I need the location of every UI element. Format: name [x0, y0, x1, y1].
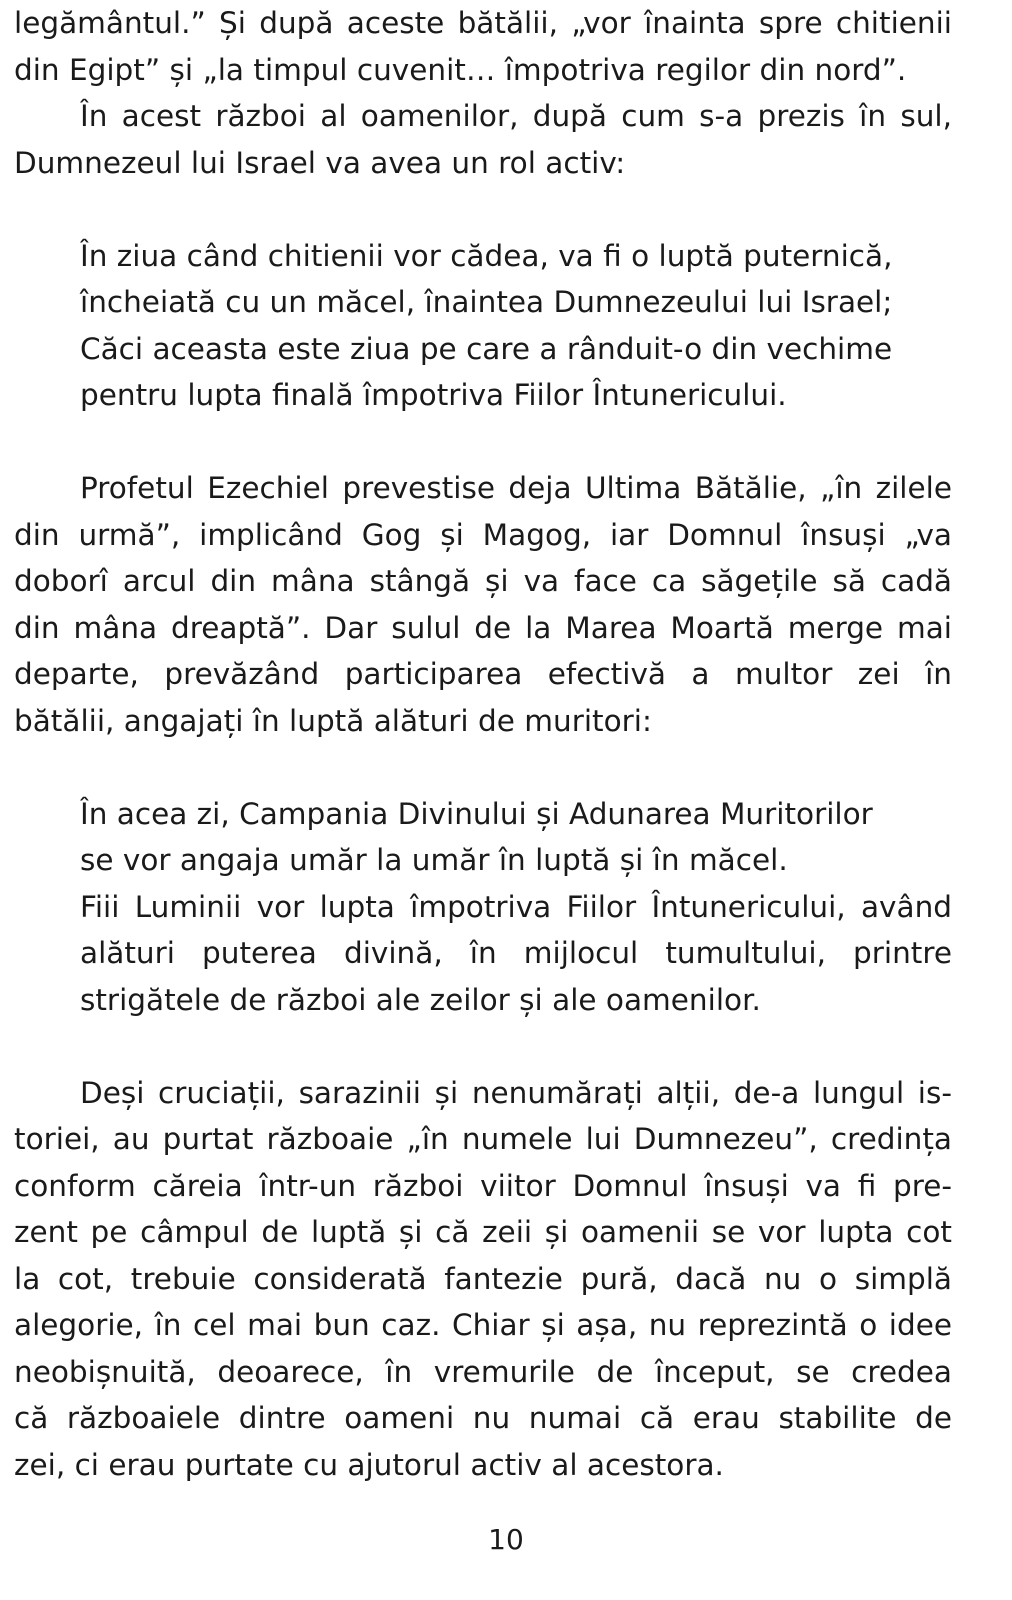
spacer	[14, 186, 952, 233]
text-line: că războaiele dintre oameni nu numai că erau stabilite de	[14, 1401, 952, 1435]
quote-line: încheiată cu un măcel, înaintea Dumnezeului lui Israel;	[80, 285, 893, 319]
book-page	[14, 0, 952, 1488]
block-quote	[14, 791, 952, 1024]
paragraph-continuation	[14, 0, 952, 93]
text-line: bătălii, angajați în luptă alături de muritori:	[14, 703, 652, 738]
text-line: Deși cruciații, sarazinii și nenumărați alții, de-a lungul is-	[80, 1075, 952, 1110]
text-line: departe, prevăzând participarea efectivă a multor zei în	[14, 657, 952, 691]
spacer	[14, 419, 952, 466]
spacer	[14, 744, 952, 791]
paragraph	[14, 1070, 952, 1489]
quote-line: alături puterea divină, în mijlocul tumultului, printre	[80, 936, 952, 970]
text-line: la cot, trebuie considerată fantezie pură, dacă nu o simplă	[14, 1261, 952, 1296]
text-line: din urmă”, implicând Gog și Magog, iar Domnul însuși „va	[14, 517, 952, 552]
spacer	[14, 1023, 952, 1070]
text-line: Dumnezeul lui Israel va avea un rol activ:	[14, 145, 626, 180]
quote-line: strigătele de război ale zeilor și ale oamenilor.	[80, 982, 761, 1017]
quote-line: În ziua când chitienii vor cădea, va fi o luptă puternică,	[80, 238, 893, 273]
page-number: 10	[488, 1523, 524, 1556]
text-line: din mâna dreaptă”. Dar sulul de la Marea Moartă merge mai	[14, 610, 952, 645]
text-line: neobișnuită, deoarece, în vremurile de început, se credea	[14, 1354, 952, 1389]
text-line: alegorie, în cel mai bun caz. Chiar și așa, nu reprezintă o idee	[14, 1308, 952, 1342]
quote-line: În acea zi, Campania Divinului și Adunarea Muritorilor	[80, 796, 873, 831]
block-quote	[14, 233, 952, 419]
quote-line: Căci aceasta este ziua pe care a rânduit-o din vechime	[80, 331, 893, 366]
paragraph	[14, 93, 952, 186]
text-line: zent pe câmpul de luptă și că zeii și oamenii se vor lupta cot	[14, 1215, 952, 1249]
text-line: doborî arcul din mâna stângă și va face ca săgețile să cadă	[14, 564, 952, 598]
quote-line: Fiii Luminii vor lupta împotriva Fiilor Întunericului, având	[80, 889, 952, 924]
quote-line: se vor angaja umăr la umăr în luptă și în măcel.	[80, 843, 788, 877]
paragraph	[14, 465, 952, 744]
text-line: zei, ci erau purtate cu ajutorul activ al acestora.	[14, 1447, 724, 1482]
text-line: Profetul Ezechiel prevestise deja Ultima Bătălie, „în zilele	[80, 471, 952, 505]
text-line: În acest război al oamenilor, după cum s-a prezis în sul,	[80, 99, 952, 133]
text-line: toriei, au purtat războaie „în numele lui Dumnezeu”, credința	[14, 1122, 952, 1156]
text-line: din Egipt” și „la timpul cuvenit… împotriva regilor din nord”.	[14, 52, 907, 87]
text-line: legământul.” Și după aceste bătălii, „vor înainta spre chitienii	[14, 6, 952, 40]
quote-line: pentru lupta finală împotriva Fiilor Întunericului.	[80, 378, 787, 412]
text-line: conform căreia într-un război viitor Domnul însuși va fi pre-	[14, 1168, 952, 1203]
